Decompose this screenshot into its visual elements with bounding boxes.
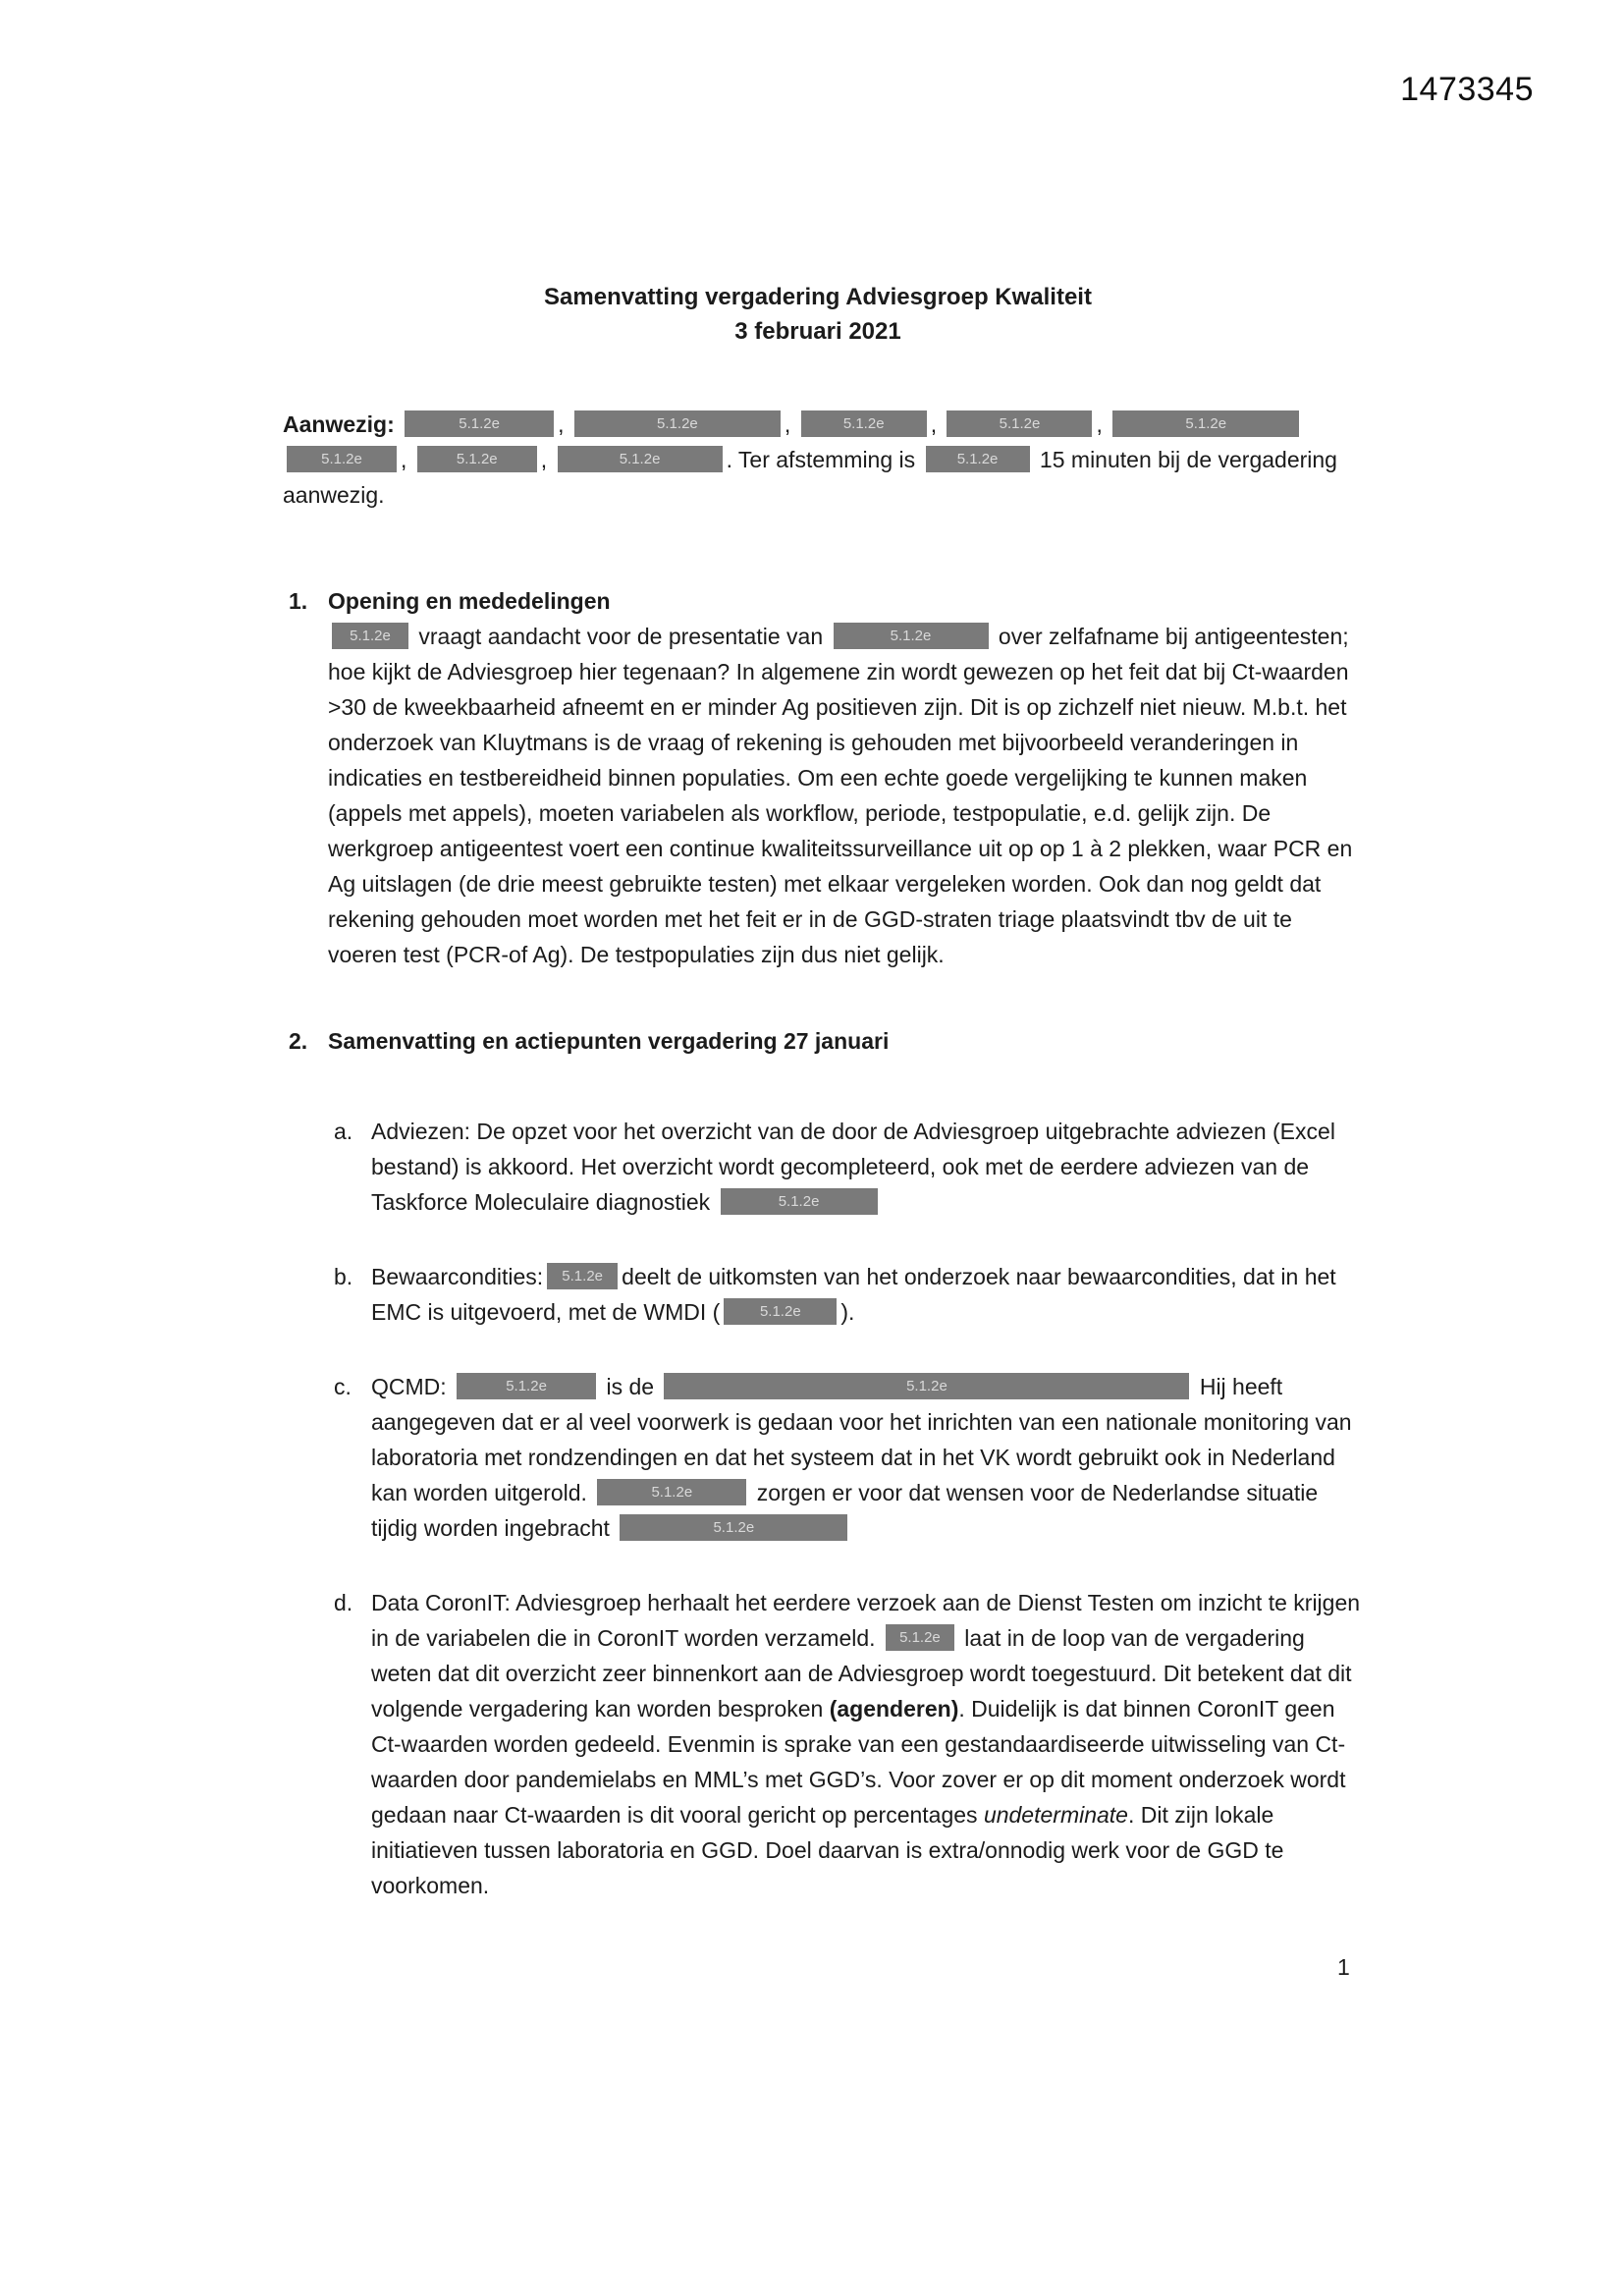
redaction-box: 5.1.2e: [547, 1263, 618, 1289]
text-run: is de: [600, 1373, 661, 1399]
document-title: [283, 0, 1353, 350]
redaction-box: 5.1.2e: [417, 446, 537, 472]
section-number: 1.: [289, 587, 308, 614]
redaction-box: 5.1.2e: [287, 446, 397, 472]
section-heading: Opening en mededelingen: [328, 587, 611, 614]
item-letter: d.: [334, 1589, 353, 1615]
redaction-box: 5.1.2e: [721, 1188, 878, 1215]
item-letter: c.: [334, 1373, 352, 1399]
text-run: . Ter afstemming is: [726, 446, 922, 472]
redaction-box: 5.1.2e: [558, 446, 723, 472]
text-run: deelt de uitkomsten van het onderzoek naar bewaarcondities, dat in het EMC is uitgevoerd, met de WMDI (: [371, 1263, 1336, 1325]
redaction-box: 5.1.2e: [886, 1624, 954, 1651]
text-run: over zelfafname bij antigeentesten; hoe kijkt de Adviesgroep hier tegenaan? In algemene zin wordt gewezen op het feit dat bij Ct-waarden >30 de kweekbaarheid afneemt en er minder Ag positieven zijn. Dit is op zichzelf niet nieuw. M.b.t. het onderzoek van Kluytmans is de vraag of rekening is gehouden met bijvoorbeeld veranderingen in indicaties en testbereidheid binnen populaties. Om een echte goede vergelijking te kunnen maken (appels met appels), moeten variabelen als workflow, periode, testpopulatie, e.d. gelijk zijn. De werkgroep antigeentest voert een continue kwaliteitssurveillance uit op op 1 à 2 plekken, waar PCR en Ag uitslagen (de drie meest gebruikte testen) met elkaar vergeleken worden. Ook dan nog geldt dat rekening gehouden moet worden met het feit er in de GGD-straten triage plaatsvindt tbv de uit te voeren test (PCR-of Ag). De testpopulaties zijn dus niet gelijk.: [328, 623, 1353, 967]
text-run: 15 minuten bij de vergadering aanwezig.: [283, 446, 1337, 508]
item-letter: a.: [334, 1118, 353, 1144]
text-run: . Duidelijk is dat binnen CoronIT geen Ct-waarden worden gedeeld. Evenmin is sprake van een gestandaardiseerde uitwisseling van Ct-waarden door pandemielabs en MML’s met GGD’s. Voor zover er op dit moment onderzoek wordt gedaan naar Ct-waarden is dit vooral gericht op percentages: [371, 1695, 1346, 1828]
text-run: ,: [784, 410, 797, 437]
list-item-d: [328, 1585, 1365, 1903]
section-paragraph: [328, 619, 1365, 972]
text-run: ).: [840, 1298, 855, 1325]
text-run: Data CoronIT: Adviesgroep herhaalt het eerdere verzoek aan de Dienst Testen om inzicht te krijgen in de variabelen die in CoronIT worden verzameld.: [371, 1589, 1361, 1651]
text-run: ,: [540, 446, 554, 472]
section-number: 2.: [289, 1027, 308, 1054]
redaction-box: 5.1.2e: [1112, 410, 1299, 437]
list-item-c: [328, 1369, 1365, 1546]
attendees-paragraph: [283, 407, 1363, 513]
redaction-box: 5.1.2e: [457, 1373, 596, 1399]
title-line-2: 3 februari 2021: [734, 317, 901, 345]
text-run: . Dit zijn lokale initiatieven tussen laboratoria en GGD. Doel daarvan is extra/onnodig werk voor de GGD te voorkomen.: [371, 1801, 1284, 1898]
item-text: [371, 1369, 1365, 1546]
attendees-names: [283, 411, 1337, 508]
item-text: [371, 1114, 1365, 1220]
text-run: undeterminate: [983, 1801, 1128, 1828]
text-run: ,: [401, 446, 413, 472]
redaction-box: 5.1.2e: [332, 623, 408, 649]
redaction-box: 5.1.2e: [801, 410, 927, 437]
text-run: QCMD:: [371, 1373, 454, 1399]
sections-container: [0, 583, 1624, 1903]
redaction-box: 5.1.2e: [834, 623, 989, 649]
redaction-box: 5.1.2e: [724, 1298, 837, 1325]
redaction-box: 5.1.2e: [947, 410, 1092, 437]
list-item-a: [328, 1114, 1365, 1220]
redaction-box: 5.1.2e: [597, 1479, 746, 1505]
redaction-box: 5.1.2e: [405, 410, 554, 437]
text-run: Adviezen: De opzet voor het overzicht van de door de Adviesgroep uitgebrachte adviezen (Excel bestand) is akkoord. Het overzicht wordt gecompleteerd, ook met de eerdere adviezen van de Taskforce Moleculaire diagnostiek: [371, 1118, 1335, 1215]
text-run: Hij heeft aangegeven dat er al veel voorwerk is gedaan voor het inrichten van een nationale monitoring van laboratoria met rondzendingen en dat het systeem dat in het VK wordt gebruikt ook in Nederland kan worden uitgerold.: [371, 1373, 1352, 1505]
page-number: 1: [1337, 1954, 1350, 1980]
redaction-box: 5.1.2e: [574, 410, 781, 437]
section-heading: Samenvatting en actiepunten vergadering 27 januari: [328, 1027, 890, 1054]
section-opening-en-mededelingen: [289, 583, 1365, 972]
text-run: ,: [930, 410, 944, 437]
section-samenvatting-actiepunten: [289, 1023, 1365, 1903]
text-run: vraagt aandacht voor de presentatie van: [412, 623, 830, 649]
item-text: [371, 1259, 1365, 1330]
text-run: (agenderen): [829, 1695, 959, 1722]
text-run: zorgen er voor dat wensen voor de Nederlandse situatie tijdig worden ingebracht: [371, 1479, 1319, 1541]
text-run: Bewaarcondities:: [371, 1263, 544, 1289]
item-letter: b.: [334, 1263, 353, 1289]
section-body: [328, 1023, 1365, 1903]
title-line-1: Samenvatting vergadering Adviesgroep Kwaliteit: [544, 284, 1092, 310]
text-run: laat in de loop van de vergadering weten dat dit overzicht zeer binnenkort aan de Adviesgroep wordt toegestuurd. Dit betekent dat dit volgende vergadering kan worden besproken: [371, 1624, 1352, 1722]
section-body: [328, 583, 1365, 972]
redaction-box: 5.1.2e: [926, 446, 1030, 472]
redaction-box: 5.1.2e: [620, 1514, 847, 1541]
text-run: ,: [558, 410, 570, 437]
redaction-box: 5.1.2e: [664, 1373, 1189, 1399]
text-run: ,: [1096, 410, 1110, 437]
list-item-b: [328, 1259, 1365, 1330]
attendees-label: Aanwezig:: [283, 410, 395, 437]
document-number: 1473345: [1400, 71, 1534, 108]
item-text: [371, 1585, 1365, 1903]
